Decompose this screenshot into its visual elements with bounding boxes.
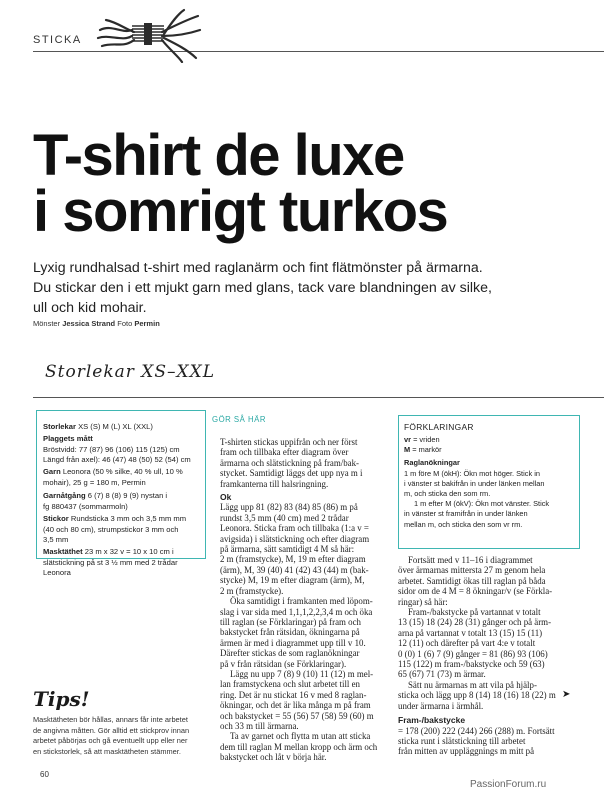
text-line: Därefter stickas de som raglanökningar bbox=[220, 648, 360, 659]
text-line: arbetet. Samtidigt ökas till raglan på båda bbox=[398, 575, 546, 586]
spec-measurements bbox=[43, 434, 191, 466]
spec-label: Garnåtgång bbox=[43, 491, 86, 500]
tips-line: arbetet påbörjas och gå eventuellt upp eller ner bbox=[33, 736, 188, 746]
text-line: Fortsätt med v 11–16 i diagrammet bbox=[408, 555, 533, 565]
text-line: arna på vartannat v totalt 13 (15) 15 (11) bbox=[398, 627, 543, 638]
spec-value: XS (S) M (L) XL (XXL) bbox=[78, 422, 153, 431]
howto-column bbox=[220, 437, 395, 763]
article-title bbox=[33, 123, 448, 244]
text-line: och 33 m till ärmarna. bbox=[220, 720, 299, 731]
howto-heading: GÖR SÅ HÄR bbox=[212, 415, 266, 424]
text-line: sticka runt i slätstickning till arbetet bbox=[398, 735, 526, 746]
sizes-heading: Storlekar XS–XXL bbox=[45, 362, 216, 382]
text-line: till raglan (se Förklaringar) på fram och bbox=[220, 616, 361, 627]
spec-value: Rundsticka 3 mm och 3,5 mm mm bbox=[70, 514, 187, 523]
section-divider bbox=[33, 397, 604, 398]
spec-yarn bbox=[43, 467, 183, 488]
text-line: rundst 3,5 mm (40 cm) med 2 trådar bbox=[220, 512, 349, 523]
spec-line: (40 och 80 cm), strumpstickor 3 mm och bbox=[43, 524, 179, 534]
text-line: ärmen är med i diagrammet upp till v 10. bbox=[220, 637, 366, 648]
text-line: bakstycket och låt v börja här. bbox=[220, 752, 327, 763]
spec-label: Garn bbox=[43, 467, 61, 476]
text-line: 12 (11) och därefter på vart 4:e v totalt bbox=[398, 638, 536, 649]
text-line: (ärm), M, 39 (40) 41 (42) 43 (44) m (bak- bbox=[220, 564, 369, 575]
section-label: STICKA bbox=[33, 34, 82, 46]
tips-text bbox=[33, 715, 215, 757]
text-line: = 178 (200) 222 (244) 266 (288) m. Fortsätt bbox=[398, 725, 555, 736]
text-line: fram och tillbaka efter diagram över bbox=[220, 447, 349, 458]
text-line: mellan m, och sticka den som vr rm. bbox=[404, 519, 523, 529]
text-line: över ärmarnas mittersta 27 m genom hela bbox=[398, 565, 546, 576]
title-line-1: T-shirt de luxe bbox=[33, 123, 404, 188]
watermark: PassionForum.ru bbox=[470, 779, 547, 790]
intro-line: Du stickar den i ett mjukt garn med glans, tack vare blandningen av silke, bbox=[33, 280, 492, 296]
text-line: Öka samtidigt i framkanten med löpom- bbox=[230, 596, 373, 607]
text-line: avigsida) i slätstickning och efter diagram bbox=[220, 533, 370, 544]
spec-value: 6 (7) 8 (8) 9 (9) nystan i bbox=[87, 491, 168, 500]
text-line: lan framstyckena och slut arbetet till en bbox=[220, 679, 360, 690]
spec-line: mohair), 25 g = 180 m, Permin bbox=[43, 477, 146, 487]
subheading-ok: Ok bbox=[220, 492, 232, 503]
subheading-body: Fram-/bakstycke bbox=[398, 715, 466, 726]
intro-line: Lyxig rundhalsad t-shirt med raglanärm och fint flätmönster på ärmarna. bbox=[33, 260, 483, 276]
spec-label: Stickor bbox=[43, 514, 69, 523]
abbr: M bbox=[404, 445, 411, 455]
spec-line: fg 880437 (sommarmoln) bbox=[43, 501, 128, 511]
text-line: Lägg nu upp 7 (8) 9 (10) 11 (12) m mel- bbox=[230, 668, 374, 679]
text-line: 1 m före M (ökH): Ökn mot höger. Stick in bbox=[404, 468, 540, 478]
abbr: vr bbox=[404, 435, 411, 444]
text-line: framkanterna till halsringning. bbox=[220, 478, 329, 489]
intro-paragraph bbox=[33, 258, 573, 318]
spec-label: Plaggets mått bbox=[43, 434, 93, 443]
text-line: sidor om de 4 M = 8 ökningar/v (se Förkla- bbox=[398, 586, 553, 597]
text-line: in vänster st framifrån in under länken bbox=[404, 509, 528, 519]
explanations-heading: FÖRKLARINGAR bbox=[404, 422, 474, 432]
text-line: 65 (67) 71 (73) m ärmar. bbox=[398, 669, 486, 680]
text-line: bakstycket från rätsidan, ökningarna på bbox=[220, 627, 360, 638]
tips-heading: Tips! bbox=[33, 687, 90, 711]
photographer-name: Permin bbox=[134, 319, 160, 328]
text-line: 2 m (framstycke), M, 19 m efter diagram bbox=[220, 554, 366, 565]
explanations-content bbox=[404, 422, 574, 530]
text-line: dem till raglan M mellan kropp och ärm och bbox=[220, 741, 378, 752]
text-line: m, och sticka den som rm. bbox=[404, 489, 491, 499]
text-line: 0 (0) 1 (6) 7 (9) gånger = 81 (86) 93 (106) bbox=[398, 648, 548, 659]
intro-line: ull och kid mohair. bbox=[33, 300, 147, 316]
photo-label: Foto bbox=[117, 319, 133, 328]
text-line: 13 (15) 18 (24) 28 (31) gånger och på ärm- bbox=[398, 617, 552, 628]
tips-line: Masktätheten bör hållas, annars får inte arbetet bbox=[33, 715, 188, 724]
spec-value: 23 m x 32 v = 10 x 10 cm i bbox=[84, 547, 174, 556]
continue-arrow-icon: ➤ bbox=[562, 689, 571, 700]
text-line: Sätt nu ärmarnas m att vila på hjälp- bbox=[408, 679, 537, 690]
text-line: och bakstycket = 55 (56) 57 (58) 59 (60) m bbox=[220, 710, 374, 721]
spec-value: Leonora (50 % silke, 40 % ull, 10 % bbox=[62, 467, 183, 476]
text-line: Lägg upp 81 (82) 83 (84) 85 (86) m på bbox=[220, 502, 358, 513]
text-line: sticka och lägg upp 8 (14) 18 (16) 18 (22) m bbox=[398, 690, 556, 701]
text-line: ringar) så här: bbox=[398, 596, 448, 607]
spec-label: Masktäthet bbox=[43, 547, 83, 556]
column-3-text bbox=[398, 555, 578, 757]
spec-line: Leonora bbox=[43, 568, 71, 578]
text-line: T-shirten stickas uppifrån och ner först bbox=[220, 437, 358, 447]
text-line: i vänster st bakifrån in under länken mellan bbox=[404, 478, 545, 488]
spec-line: 3,5 mm bbox=[43, 535, 69, 545]
title-line-2: i somrigt turkos bbox=[33, 179, 448, 244]
text-line: ärmarna och slätstickning på fram/bak- bbox=[220, 457, 359, 468]
text-line: ökningar, och det är lika många m på fram bbox=[220, 700, 371, 711]
page-number: 60 bbox=[40, 770, 49, 779]
text-line: på v från rätsidan (se Förklaringar). bbox=[220, 658, 347, 669]
raglan-heading: Raglanökningar bbox=[404, 458, 460, 468]
text-line: Fram-/bakstycke på vartannat v totalt bbox=[408, 607, 541, 618]
text-line: Leonora. Sticka fram och tillbaka (1:a v = bbox=[220, 523, 369, 534]
text-line: 115 (122) m fram-/bakstycke och 59 (63) bbox=[398, 659, 545, 670]
text-line: på ärmarna, sätt samtidigt 4 M så här: bbox=[220, 544, 355, 555]
spec-gauge bbox=[43, 547, 178, 579]
spec-needles bbox=[43, 514, 186, 546]
tips-line: en stickstorlek, så att masktätheten stämmer. bbox=[33, 746, 181, 756]
spec-line: slätstickning på st 3 ½ mm med 2 trådar bbox=[43, 557, 178, 567]
spec-amount bbox=[43, 491, 167, 512]
abbr-text: = vriden bbox=[413, 435, 440, 444]
text-line: från mitten av uppläggnings m mitt på bbox=[398, 746, 535, 757]
spec-line: Bröstvidd: 77 (87) 96 (106) 115 (125) cm bbox=[43, 444, 180, 454]
abbr-vr bbox=[404, 435, 574, 445]
spec-label: Storlekar bbox=[43, 422, 76, 431]
abbr-text: = markör bbox=[412, 445, 442, 455]
yarn-bundle-illustration bbox=[92, 8, 204, 63]
text-line: stycket. Samtidigt läggs det upp nya m i bbox=[220, 468, 363, 479]
tips-line: de angivna måtten. Gör alltid ett stickprov innan bbox=[33, 725, 190, 735]
spec-sizes bbox=[43, 422, 153, 433]
spec-line: Längd från axel): 46 (47) 48 (50) 52 (54) cm bbox=[43, 455, 191, 465]
text-line: 2 m (framstycke). bbox=[220, 585, 284, 596]
abbr-m bbox=[404, 445, 574, 455]
text-line: slag i var sida med 1,1,1,2,2,3,4 m och öka bbox=[220, 606, 373, 617]
text-line: Ta av garnet och flytta m utan att sticka bbox=[230, 731, 371, 742]
text-line: 1 m efter M (ökV): Ökn mot vänster. Stick bbox=[414, 499, 550, 509]
text-line: ring. Det är nu stickat 16 v med 8 raglan- bbox=[220, 689, 367, 700]
designer-name: Jessica Strand bbox=[62, 319, 116, 328]
pattern-label: Mönster bbox=[33, 319, 61, 328]
text-line: under ärmarna i ärmhål. bbox=[398, 700, 484, 711]
credits bbox=[33, 319, 160, 328]
text-line: stycke) M, 19 m efter diagram (ärm), M, bbox=[220, 575, 365, 586]
